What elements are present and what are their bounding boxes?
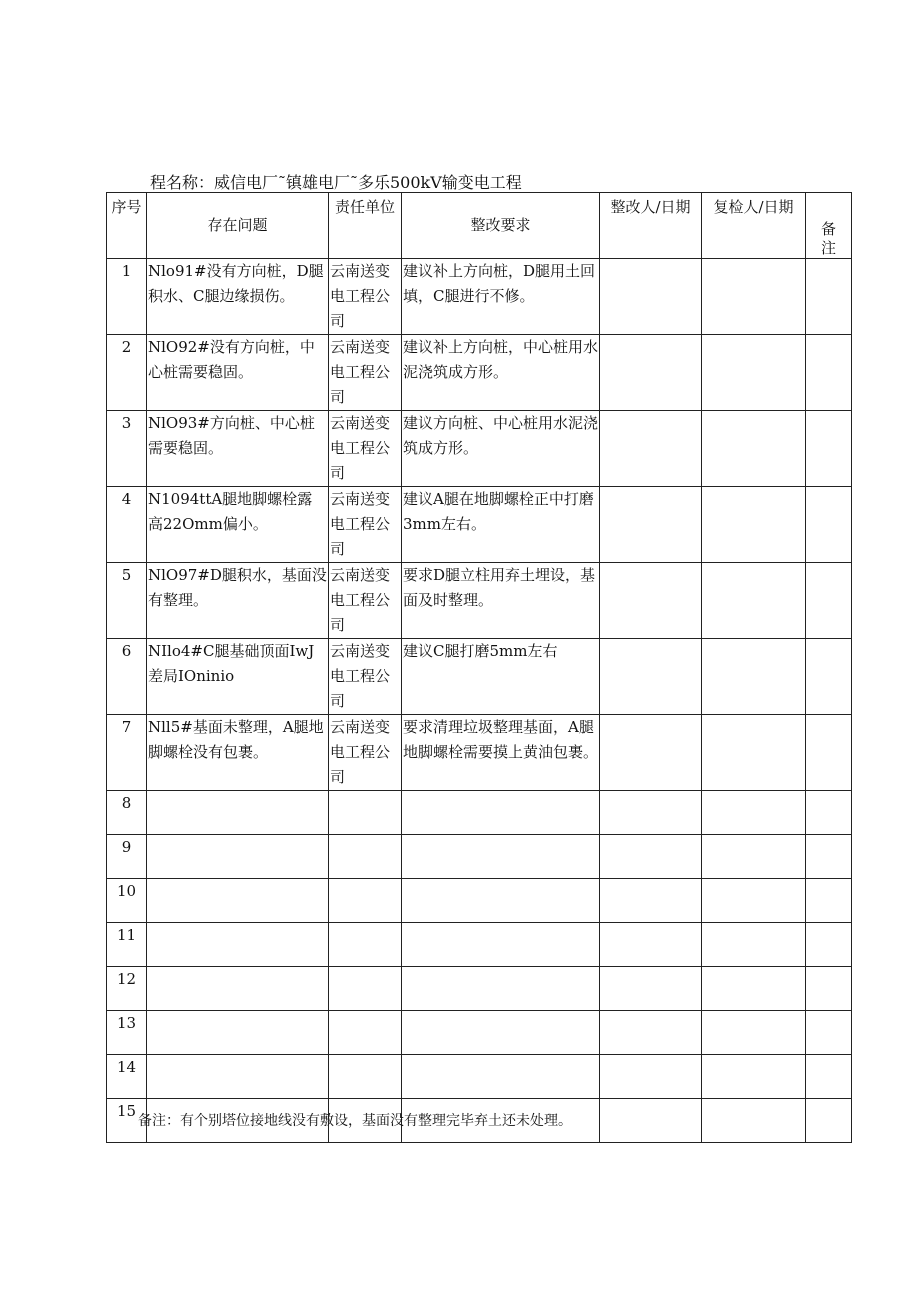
row-note	[806, 879, 852, 923]
row-seq: 13	[107, 1011, 147, 1055]
row-issue: Nll5#基面未整理，A腿地脚螺栓没有包裹。	[147, 715, 329, 791]
header-row	[107, 193, 852, 259]
row-rectifier	[600, 791, 702, 835]
row-requirement	[402, 791, 600, 835]
row-seq: 9	[107, 835, 147, 879]
table-row	[107, 1055, 852, 1099]
row-unit: 云南送变电工程公司	[329, 639, 402, 715]
row-rechecker	[702, 923, 806, 967]
row-rechecker	[702, 791, 806, 835]
row-seq: 6	[107, 639, 147, 715]
row-rechecker	[702, 715, 806, 791]
row-requirement	[402, 967, 600, 1011]
row-issue: NIlo4#C腿基础顶面IwJ差局IOninio	[147, 639, 329, 715]
row-note	[806, 487, 852, 563]
header-requirement: 整改要求	[402, 193, 600, 259]
row-requirement: 要求清理垃圾整理基面，A腿地脚螺栓需要摸上黄油包裹。	[402, 715, 600, 791]
row-rechecker	[702, 967, 806, 1011]
row-requirement: 要求D腿立柱用弃土埋设，基面及时整理。	[402, 563, 600, 639]
table-row	[107, 967, 852, 1011]
row-seq: 4	[107, 487, 147, 563]
table-row	[107, 411, 852, 487]
row-seq: 12	[107, 967, 147, 1011]
row-seq: 10	[107, 879, 147, 923]
table-row	[107, 639, 852, 715]
header-issue: 存在问题	[147, 193, 329, 259]
table-row	[107, 923, 852, 967]
row-seq: 5	[107, 563, 147, 639]
row-rechecker	[702, 835, 806, 879]
row-issue	[147, 1011, 329, 1055]
header-rechecker: 复检人/日期	[702, 193, 806, 259]
table-row	[107, 835, 852, 879]
row-requirement: 建议C腿打磨5mm左右	[402, 639, 600, 715]
row-unit: 云南送变电工程公司	[329, 563, 402, 639]
row-rechecker	[702, 1011, 806, 1055]
table-row	[107, 715, 852, 791]
row-note	[806, 1011, 852, 1055]
row-rechecker	[702, 259, 806, 335]
row-rectifier	[600, 879, 702, 923]
row-requirement: 建议A腿在地脚螺栓正中打磨3mm左右。	[402, 487, 600, 563]
row-seq: 2	[107, 335, 147, 411]
row-unit: 云南送变电工程公司	[329, 411, 402, 487]
row-note	[806, 335, 852, 411]
row-rectifier	[600, 411, 702, 487]
row-rectifier	[600, 1099, 702, 1143]
row-seq: 8	[107, 791, 147, 835]
row-requirement	[402, 835, 600, 879]
table-row	[107, 1011, 852, 1055]
row-rechecker	[702, 563, 806, 639]
row-rechecker	[702, 1099, 806, 1143]
row-rectifier	[600, 259, 702, 335]
row-note	[806, 563, 852, 639]
row-issue	[147, 967, 329, 1011]
row-requirement: 建议补上方向桩，中心桩用水泥浇筑成方形。	[402, 335, 600, 411]
row-requirement	[402, 1011, 600, 1055]
row-seq: 14	[107, 1055, 147, 1099]
row-issue	[147, 879, 329, 923]
row-rectifier	[600, 487, 702, 563]
row-issue: N1094ttA腿地脚螺栓露高22Omm偏小。	[147, 487, 329, 563]
row-unit: 云南送变电工程公司	[329, 335, 402, 411]
row-seq: 11	[107, 923, 147, 967]
row-unit	[329, 835, 402, 879]
row-note	[806, 791, 852, 835]
row-issue	[147, 791, 329, 835]
row-unit	[329, 879, 402, 923]
header-unit: 责任单位	[329, 193, 402, 259]
table-row	[107, 563, 852, 639]
row-unit	[329, 923, 402, 967]
footer-note: 备注：有个别塔位接地线没有敷设，基面没有整理完毕弃土还未处理。	[138, 1113, 572, 1129]
header-note-line1: 备	[820, 220, 836, 238]
row-issue: Nlo91#没有方向桩，D腿积水、C腿边缘损伤。	[147, 259, 329, 335]
header-rectifier: 整改人/日期	[600, 193, 702, 259]
table-row	[107, 791, 852, 835]
table-body	[107, 259, 852, 1143]
row-unit: 云南送变电工程公司	[329, 715, 402, 791]
table-row	[107, 487, 852, 563]
table-row	[107, 879, 852, 923]
row-note	[806, 259, 852, 335]
row-unit: 云南送变电工程公司	[329, 487, 402, 563]
row-issue	[147, 835, 329, 879]
row-note	[806, 1055, 852, 1099]
row-seq: 3	[107, 411, 147, 487]
row-requirement: 建议补上方向桩，D腿用土回填，C腿进行不修。	[402, 259, 600, 335]
row-rectifier	[600, 335, 702, 411]
row-requirement	[402, 1055, 600, 1099]
row-rectifier	[600, 923, 702, 967]
row-issue	[147, 923, 329, 967]
row-issue: NlO93#方向桩、中心桩需要稳固。	[147, 411, 329, 487]
document-title: 程名称：威信电厂˜镇雄电厂˜多乐500kV输变电工程	[150, 173, 522, 192]
row-note	[806, 1099, 852, 1143]
header-seq: 序号	[107, 193, 147, 259]
row-requirement	[402, 923, 600, 967]
row-rechecker	[702, 411, 806, 487]
row-issue: NlO97#D腿积水，基面没有整理。	[147, 563, 329, 639]
table-row	[107, 335, 852, 411]
header-note	[806, 193, 852, 259]
row-requirement	[402, 879, 600, 923]
row-rectifier	[600, 835, 702, 879]
row-rechecker	[702, 487, 806, 563]
row-rectifier	[600, 967, 702, 1011]
row-rechecker	[702, 639, 806, 715]
row-rectifier	[600, 715, 702, 791]
row-unit: 云南送变电工程公司	[329, 259, 402, 335]
row-note	[806, 923, 852, 967]
row-rechecker	[702, 335, 806, 411]
row-unit	[329, 967, 402, 1011]
row-unit	[329, 791, 402, 835]
rectification-table	[106, 192, 852, 1143]
row-requirement: 建议方向桩、中心桩用水泥浇筑成方形。	[402, 411, 600, 487]
row-note	[806, 411, 852, 487]
row-rectifier	[600, 639, 702, 715]
row-note	[806, 835, 852, 879]
row-seq: 15	[107, 1099, 147, 1143]
row-unit	[329, 1055, 402, 1099]
row-note	[806, 639, 852, 715]
table-row	[107, 259, 852, 335]
row-note	[806, 967, 852, 1011]
row-rectifier	[600, 563, 702, 639]
row-seq: 1	[107, 259, 147, 335]
row-rectifier	[600, 1011, 702, 1055]
row-rectifier	[600, 1055, 702, 1099]
row-rechecker	[702, 879, 806, 923]
row-note	[806, 715, 852, 791]
row-seq: 7	[107, 715, 147, 791]
row-unit	[329, 1011, 402, 1055]
header-note-line2: 注	[820, 239, 836, 257]
row-issue: NlO92#没有方向桩，中心桩需要稳固。	[147, 335, 329, 411]
row-issue	[147, 1055, 329, 1099]
row-rechecker	[702, 1055, 806, 1099]
